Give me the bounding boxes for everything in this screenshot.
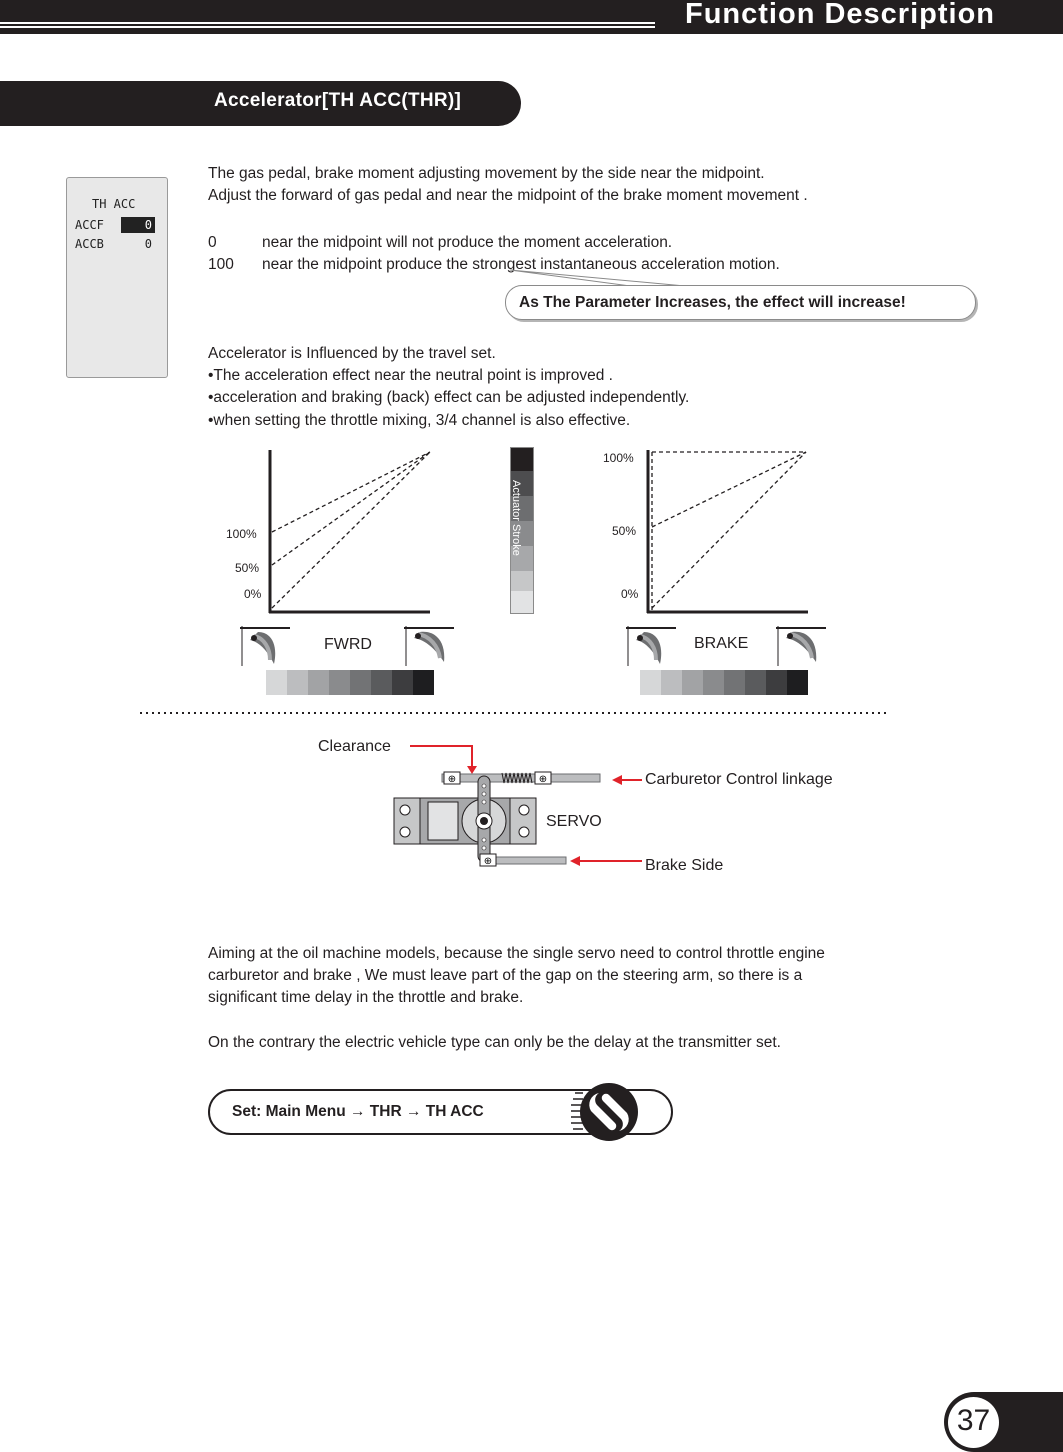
lcd-row2-label: ACCB (75, 237, 104, 251)
intro-item2-key: 100 (208, 256, 234, 273)
intro-item1-key: 0 (208, 234, 217, 251)
fwrd-label: FWRD (324, 636, 372, 653)
trigger-icon (404, 626, 456, 666)
intro-item2-text: near the midpoint produce the strongest instantaneous acceleration motion. (262, 256, 780, 273)
wrench-icon (569, 1079, 649, 1145)
lcd-row1-label: ACCF (75, 218, 104, 232)
brake-gradient-bar (640, 670, 808, 695)
carburetor-label: Carburetor Control linkage (645, 771, 833, 788)
brake-tick-100: 100% (603, 451, 634, 465)
header-title: Function Description (685, 0, 995, 30)
brake-tick-50: 50% (612, 524, 637, 538)
influence-line-4: •when setting the throttle mixing, 3/4 channel is also effective. (208, 412, 631, 429)
servo-label: SERVO (546, 813, 602, 830)
clearance-label: Clearance (318, 738, 391, 755)
trigger-icon (240, 626, 292, 666)
actuator-stroke-label (506, 480, 538, 580)
influence-line-1: Accelerator is Influenced by the travel set. (208, 345, 496, 362)
servo-diagram (390, 740, 650, 875)
lcd-screen (66, 177, 168, 378)
page-number: 37 (956, 1404, 991, 1437)
section-title: Accelerator[TH ACC(THR)] (214, 90, 462, 111)
trigger-icon (626, 626, 678, 666)
notes-line-4: On the contrary the electric vehicle type can only be the delay at the transmitter set. (208, 1034, 781, 1051)
svg-text:⊕: ⊕ (483, 856, 493, 867)
brake-side-label: Brake Side (645, 857, 724, 874)
lcd-row2-value: 0 (144, 237, 152, 251)
brake-label: BRAKE (694, 635, 749, 652)
intro-line-2: Adjust the forward of gas pedal and near the midpoint of the brake moment movement . (208, 187, 808, 204)
intro-item1-text: near the midpoint will not produce the moment acceleration. (262, 234, 673, 251)
influence-line-2: •The acceleration effect near the neutral point is improved . (208, 367, 613, 384)
brake-tick-0: 0% (621, 587, 639, 601)
dotted-divider (138, 710, 888, 716)
fwrd-tick-0: 0% (244, 587, 262, 601)
actuator-stroke-text: Actuator Stroke (510, 480, 522, 556)
svg-text:⊕: ⊕ (447, 774, 457, 785)
influence-line-3: •acceleration and braking (back) effect can be adjusted independently. (208, 389, 690, 406)
svg-text:⊕: ⊕ (538, 774, 548, 785)
notes-line-1: Aiming at the oil machine models, because the single servo need to control throttle engine (208, 945, 825, 962)
set-path-text: Set: Main Menu → THR → TH ACC (232, 1103, 484, 1120)
brake-graph (640, 440, 820, 620)
lcd-title: TH ACC (92, 197, 136, 211)
intro-line-1: The gas pedal, brake moment adjusting movement by the side near the midpoint. (208, 165, 765, 182)
callout-text: As The Parameter Increases, the effect will increase! (519, 294, 906, 311)
lcd-row1-value: 0 (121, 217, 155, 233)
trigger-icon (776, 626, 828, 666)
fwrd-gradient-bar (266, 670, 434, 695)
notes-line-2: carburetor and brake , We must leave part of the gap on the steering arm, so there is a (208, 967, 803, 984)
fwrd-tick-50: 50% (235, 561, 260, 575)
notes-line-3: significant time delay in the throttle and brake. (208, 989, 524, 1006)
fwrd-graph (262, 440, 442, 620)
fwrd-tick-100: 100% (226, 527, 257, 541)
